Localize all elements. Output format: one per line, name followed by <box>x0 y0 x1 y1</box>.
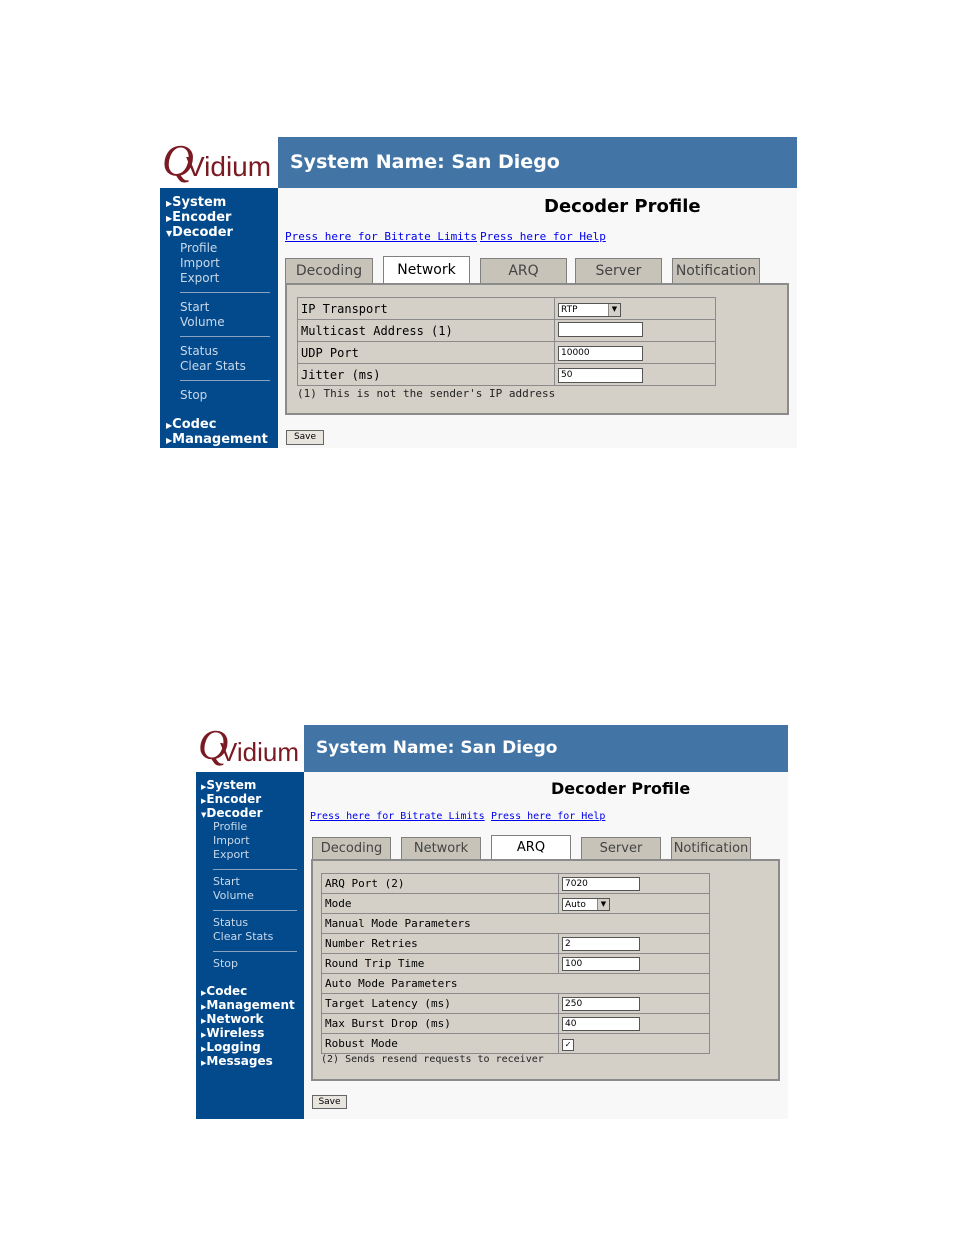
table-row <box>322 954 710 974</box>
nav-status[interactable]: Status <box>213 916 249 929</box>
footnote: (1) This is not the sender's IP address <box>297 387 556 400</box>
tab-decoding[interactable]: Decoding <box>312 837 391 859</box>
logo <box>160 137 278 188</box>
nav-management[interactable]: ▶Management <box>201 998 295 1012</box>
tab-network[interactable]: Network <box>401 837 481 859</box>
robust-mode-checkbox[interactable] <box>562 1039 574 1051</box>
triangle-right-icon: ▶ <box>201 1045 207 1053</box>
jitter-label: Jitter (ms) <box>298 364 555 386</box>
save-button[interactable]: Save <box>286 430 324 445</box>
triangle-right-icon: ▶ <box>201 797 207 805</box>
arq-port-label: ARQ Port (2) <box>322 874 559 894</box>
network-settings-table <box>297 297 716 386</box>
nav-messages[interactable]: ▶Messages <box>201 1054 273 1068</box>
table-row <box>298 364 716 386</box>
nav-import[interactable]: Import <box>213 834 250 847</box>
logo-text: Vidium <box>186 151 272 182</box>
nav-system[interactable]: ▶System <box>166 195 227 210</box>
tab-notification[interactable]: Notification <box>671 837 751 859</box>
nav-start[interactable]: Start <box>213 875 240 888</box>
page-title: Decoder Profile <box>544 196 701 217</box>
nav-logging[interactable]: ▶Logging <box>201 1040 261 1054</box>
arq-settings-table <box>321 873 710 1054</box>
banner <box>304 725 788 772</box>
nav-system[interactable]: ▶System <box>201 778 257 792</box>
tab-notification[interactable]: Notification <box>672 258 760 283</box>
target-latency-label: Target Latency (ms) <box>322 994 559 1014</box>
max-burst-drop-label: Max Burst Drop (ms) <box>322 1014 559 1034</box>
udp-port-label: UDP Port <box>298 342 555 364</box>
nav-export[interactable]: Export <box>213 848 250 861</box>
triangle-right-icon: ▶ <box>166 436 173 445</box>
banner <box>278 137 797 188</box>
nav-import[interactable]: Import <box>180 256 220 270</box>
triangle-right-icon: ▶ <box>166 421 173 430</box>
main-content <box>278 188 797 448</box>
round-trip-time-input[interactable]: 100 <box>562 957 640 971</box>
screenshot-arq-tab <box>196 725 788 1119</box>
nav-decoder[interactable]: ▼Decoder <box>201 806 263 820</box>
multicast-address-label: Multicast Address (1) <box>298 320 555 342</box>
nav-management[interactable]: ▶Management <box>166 432 268 447</box>
bitrate-limits-link[interactable]: Press here for Bitrate Limits <box>285 230 478 243</box>
nav-export[interactable]: Export <box>180 271 220 285</box>
tab-network[interactable]: Network <box>383 256 470 283</box>
ip-transport-select[interactable]: RTP ▼ <box>558 303 621 317</box>
table-row <box>322 934 710 954</box>
arq-port-input[interactable]: 7020 <box>562 877 640 891</box>
nav-profile[interactable]: Profile <box>213 820 248 833</box>
mode-label: Mode <box>322 894 559 914</box>
nav-decoder[interactable]: ▼Decoder <box>166 225 233 240</box>
number-retries-label: Number Retries <box>322 934 559 954</box>
triangle-right-icon: ▶ <box>166 199 173 208</box>
triangle-right-icon: ▶ <box>201 1003 207 1011</box>
nav-clear-stats[interactable]: Clear Stats <box>213 930 274 943</box>
tab-arq[interactable]: ARQ <box>480 258 567 283</box>
table-row <box>322 894 710 914</box>
number-retries-input[interactable]: 2 <box>562 937 640 951</box>
max-burst-drop-input[interactable]: 40 <box>562 1017 640 1031</box>
nav-codec[interactable]: ▶Codec <box>201 984 248 998</box>
round-trip-time-label: Round Trip Time <box>322 954 559 974</box>
nav-stop[interactable]: Stop <box>180 388 208 402</box>
bitrate-limits-link[interactable]: Press here for Bitrate Limits <box>310 811 485 822</box>
page-title: Decoder Profile <box>551 779 691 798</box>
nav-divider <box>213 951 297 952</box>
logo <box>196 725 304 772</box>
checkmark-icon: ✓ <box>565 1039 571 1050</box>
table-row <box>322 1034 710 1054</box>
sidebar <box>160 188 278 448</box>
triangle-right-icon: ▶ <box>201 1059 207 1067</box>
tab-server[interactable]: Server <box>575 258 662 283</box>
nav-divider <box>213 910 297 911</box>
tab-decoding[interactable]: Decoding <box>285 258 373 283</box>
chevron-down-icon: ▼ <box>597 899 609 910</box>
robust-mode-label: Robust Mode <box>322 1034 559 1054</box>
nav-stop[interactable]: Stop <box>213 957 239 970</box>
nav-profile[interactable]: Profile <box>180 241 218 255</box>
table-row <box>298 342 716 364</box>
chevron-down-icon: ▼ <box>608 304 620 316</box>
triangle-down-icon: ▼ <box>166 229 173 238</box>
multicast-address-input[interactable] <box>558 322 643 337</box>
target-latency-input[interactable]: 250 <box>562 997 640 1011</box>
footnote: (2) Sends resend requests to receiver <box>321 1054 544 1065</box>
tab-server[interactable]: Server <box>581 837 661 859</box>
nav-encoder[interactable]: ▶Encoder <box>166 210 232 225</box>
tab-arq[interactable]: ARQ <box>491 835 571 859</box>
logo-q-icon: Q <box>198 725 229 769</box>
table-row <box>322 914 710 934</box>
nav-divider <box>180 336 270 337</box>
logo-q-icon: Q <box>162 137 194 185</box>
mode-select[interactable]: Auto ▼ <box>562 898 610 911</box>
udp-port-input[interactable]: 10000 <box>558 346 643 361</box>
banner-title: System Name: San Diego <box>290 151 560 173</box>
triangle-right-icon: ▶ <box>201 989 207 997</box>
table-row <box>322 1014 710 1034</box>
banner-title: System Name: San Diego <box>316 738 558 758</box>
table-row <box>322 994 710 1014</box>
nav-network[interactable]: ▶Network <box>201 1012 264 1026</box>
help-link[interactable]: Press here for Help <box>480 230 606 243</box>
nav-wireless[interactable]: ▶Wireless <box>201 1026 265 1040</box>
table-row <box>298 320 716 342</box>
table-row <box>298 298 716 320</box>
tab-panel <box>285 283 789 415</box>
nav-codec[interactable]: ▶Codec <box>166 417 217 432</box>
nav-start[interactable]: Start <box>180 300 210 314</box>
triangle-right-icon: ▶ <box>201 783 207 791</box>
nav-clear-stats[interactable]: Clear Stats <box>180 359 246 373</box>
nav-volume[interactable]: Volume <box>213 889 254 902</box>
table-row <box>322 974 710 994</box>
help-link[interactable]: Press here for Help <box>491 811 606 822</box>
manual-mode-header: Manual Mode Parameters <box>322 914 710 934</box>
triangle-right-icon: ▶ <box>166 214 173 223</box>
save-button[interactable]: Save <box>312 1095 347 1109</box>
nav-status[interactable]: Status <box>180 344 219 358</box>
nav-divider <box>180 292 270 293</box>
nav-volume[interactable]: Volume <box>180 315 225 329</box>
jitter-input[interactable]: 50 <box>558 368 643 383</box>
tab-panel <box>311 859 780 1081</box>
main-content <box>304 772 788 1119</box>
nav-encoder[interactable]: ▶Encoder <box>201 792 262 806</box>
triangle-down-icon: ▼ <box>201 811 207 819</box>
ip-transport-label: IP Transport <box>298 298 555 320</box>
screenshot-network-tab <box>160 137 797 448</box>
auto-mode-header: Auto Mode Parameters <box>322 974 710 994</box>
nav-divider <box>180 380 270 381</box>
table-row <box>322 874 710 894</box>
triangle-right-icon: ▶ <box>201 1031 207 1039</box>
triangle-right-icon: ▶ <box>201 1017 207 1025</box>
logo-text: Vidium <box>220 737 300 767</box>
sidebar <box>196 772 304 1119</box>
nav-divider <box>213 869 297 870</box>
